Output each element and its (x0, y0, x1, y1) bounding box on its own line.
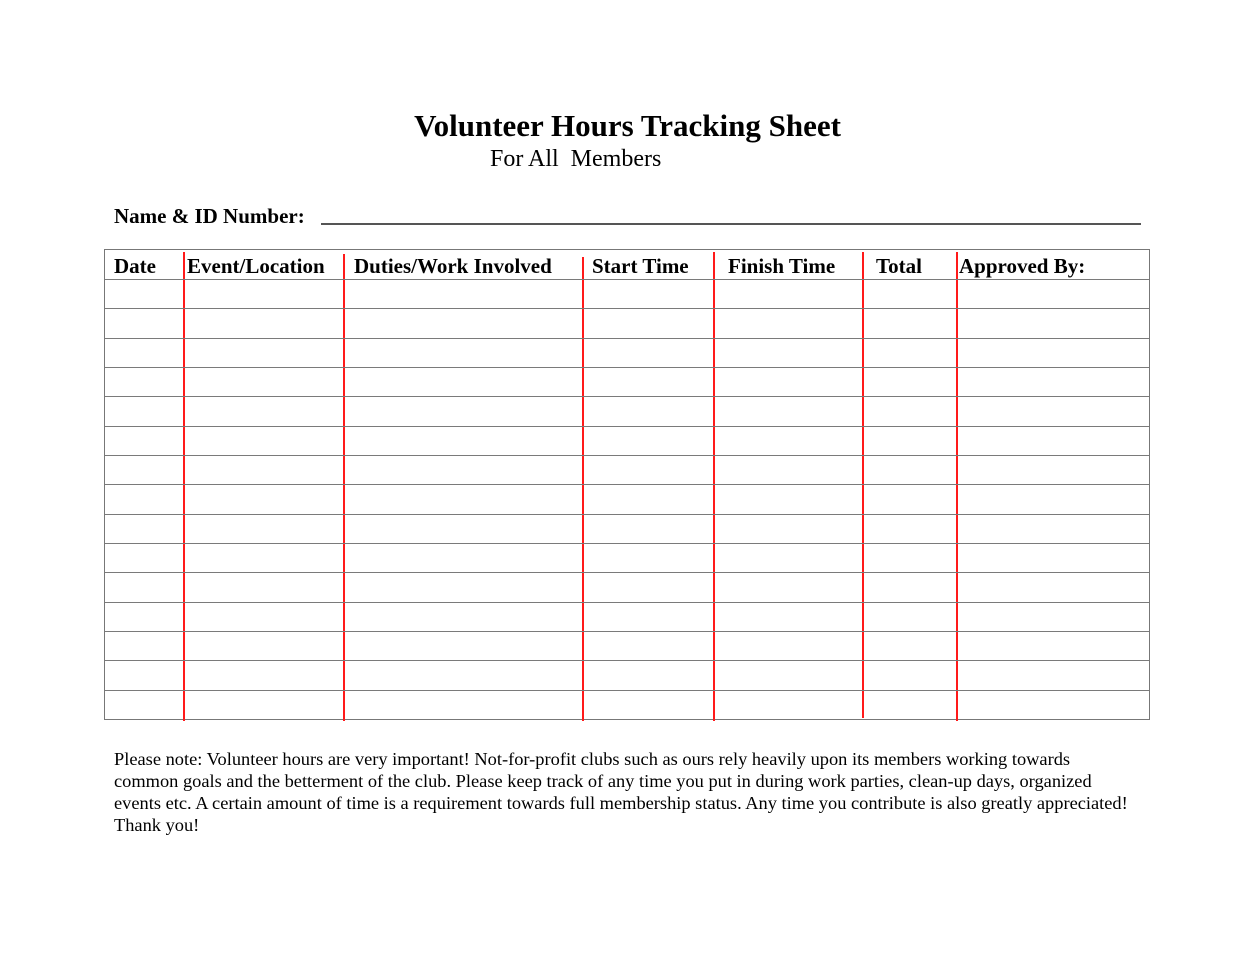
table-cell[interactable] (345, 309, 580, 336)
table-cell[interactable] (715, 280, 860, 307)
table-cell[interactable] (958, 632, 1146, 659)
column-header-approved: Approved By: (959, 254, 1086, 278)
name-id-field[interactable] (321, 223, 1141, 225)
table-cell[interactable] (958, 573, 1146, 600)
table-cell[interactable] (715, 544, 860, 571)
table-cell[interactable] (715, 309, 860, 336)
table-cell[interactable] (584, 456, 711, 483)
hours-table (104, 249, 1150, 720)
table-cell[interactable] (958, 603, 1146, 630)
table-cell[interactable] (584, 603, 711, 630)
table-cell[interactable] (715, 368, 860, 395)
table-cell[interactable] (584, 515, 711, 542)
table-cell[interactable] (107, 661, 181, 688)
table-cell[interactable] (107, 280, 181, 307)
table-cell[interactable] (345, 485, 580, 512)
table-cell[interactable] (345, 368, 580, 395)
table-cell[interactable] (345, 603, 580, 630)
table-cell[interactable] (864, 339, 954, 366)
table-cell[interactable] (864, 515, 954, 542)
table-cell[interactable] (185, 603, 341, 630)
table-cell[interactable] (864, 456, 954, 483)
table-cell[interactable] (958, 515, 1146, 542)
table-cell[interactable] (185, 397, 341, 424)
table-cell[interactable] (345, 280, 580, 307)
table-cell[interactable] (958, 456, 1146, 483)
table-cell[interactable] (958, 280, 1146, 307)
table-cell[interactable] (345, 691, 580, 718)
table-cell[interactable] (584, 632, 711, 659)
table-cell[interactable] (185, 368, 341, 395)
table-cell[interactable] (107, 603, 181, 630)
table-cell[interactable] (107, 309, 181, 336)
table-cell[interactable] (958, 691, 1146, 718)
table-cell[interactable] (107, 632, 181, 659)
table-cell[interactable] (185, 544, 341, 571)
table-cell[interactable] (958, 309, 1146, 336)
table-cell[interactable] (345, 632, 580, 659)
table-cell[interactable] (584, 309, 711, 336)
table-cell[interactable] (345, 427, 580, 454)
table-cell[interactable] (958, 485, 1146, 512)
table-cell[interactable] (864, 368, 954, 395)
table-cell[interactable] (107, 339, 181, 366)
table-cell[interactable] (715, 661, 860, 688)
column-header-total: Total (876, 254, 922, 278)
table-cell[interactable] (185, 280, 341, 307)
table-cell[interactable] (864, 544, 954, 571)
table-cell[interactable] (864, 485, 954, 512)
table-cell[interactable] (107, 427, 181, 454)
column-header-event: Event/Location (187, 254, 325, 278)
table-cell[interactable] (864, 397, 954, 424)
table-cell[interactable] (864, 573, 954, 600)
table-cell[interactable] (864, 427, 954, 454)
table-cell[interactable] (715, 427, 860, 454)
table-cell[interactable] (584, 397, 711, 424)
table-cell[interactable] (715, 632, 860, 659)
table-cell[interactable] (864, 309, 954, 336)
table-cell[interactable] (185, 691, 341, 718)
table-cell[interactable] (185, 661, 341, 688)
table-cell[interactable] (715, 339, 860, 366)
table-cell[interactable] (185, 632, 341, 659)
table-cell[interactable] (345, 573, 580, 600)
table-cell[interactable] (958, 368, 1146, 395)
table-cell[interactable] (958, 397, 1146, 424)
document-title: Volunteer Hours Tracking Sheet (414, 108, 841, 143)
table-cell[interactable] (958, 661, 1146, 688)
table-cell[interactable] (864, 280, 954, 307)
table-cell[interactable] (715, 397, 860, 424)
table-cell[interactable] (185, 309, 341, 336)
table-cell[interactable] (864, 661, 954, 688)
table-cell[interactable] (185, 427, 341, 454)
table-cell[interactable] (958, 427, 1146, 454)
table-cell[interactable] (345, 661, 580, 688)
table-cell[interactable] (864, 691, 954, 718)
table-cell[interactable] (715, 515, 860, 542)
table-cell[interactable] (345, 397, 580, 424)
table-cell[interactable] (864, 603, 954, 630)
table-cell[interactable] (715, 603, 860, 630)
table-cell[interactable] (715, 573, 860, 600)
table-cell[interactable] (107, 485, 181, 512)
column-header-finish: Finish Time (728, 254, 836, 278)
table-cell[interactable] (958, 339, 1146, 366)
table-cell[interactable] (107, 368, 181, 395)
table-cell[interactable] (584, 485, 711, 512)
name-id-label: Name & ID Number: (114, 204, 305, 228)
table-cell[interactable] (107, 456, 181, 483)
table-cell[interactable] (107, 397, 181, 424)
table-cell[interactable] (958, 544, 1146, 571)
table-cell[interactable] (107, 515, 181, 542)
table-cell[interactable] (185, 515, 341, 542)
table-cell[interactable] (107, 573, 181, 600)
table-cell[interactable] (584, 427, 711, 454)
table-cell[interactable] (715, 691, 860, 718)
column-header-duties: Duties/Work Involved (354, 254, 552, 278)
table-cell[interactable] (584, 573, 711, 600)
table-cell[interactable] (107, 691, 181, 718)
table-cell[interactable] (864, 632, 954, 659)
table-cell[interactable] (345, 456, 580, 483)
please-note-paragraph: Please note: Volunteer hours are very important! Not-for-profit clubs such as ours rely heavily upon its members working towards common goals and the betterment of the club. Please keep track of any time you put in during work parties, clean-up days, organized events etc. A certain amount of time is a requirement towards full membership status. Any time you contribute is also greatly appreciated! Thank you! (114, 749, 1128, 835)
column-header-start: Start Time (592, 254, 689, 278)
table-cell[interactable] (185, 485, 341, 512)
table-cell[interactable] (584, 280, 711, 307)
table-cell[interactable] (107, 544, 181, 571)
table-cell[interactable] (185, 339, 341, 366)
table-cell[interactable] (584, 339, 711, 366)
table-cell[interactable] (345, 544, 580, 571)
table-cell[interactable] (584, 661, 711, 688)
table-cell[interactable] (715, 485, 860, 512)
table-cell[interactable] (345, 339, 580, 366)
document-subtitle: For All Members (490, 146, 662, 172)
table-cell[interactable] (584, 544, 711, 571)
table-cell[interactable] (584, 368, 711, 395)
table-cell[interactable] (185, 456, 341, 483)
column-header-date: Date (114, 254, 156, 278)
table-cell[interactable] (715, 456, 860, 483)
table-cell[interactable] (185, 573, 341, 600)
table-cell[interactable] (345, 515, 580, 542)
table-cell[interactable] (584, 691, 711, 718)
